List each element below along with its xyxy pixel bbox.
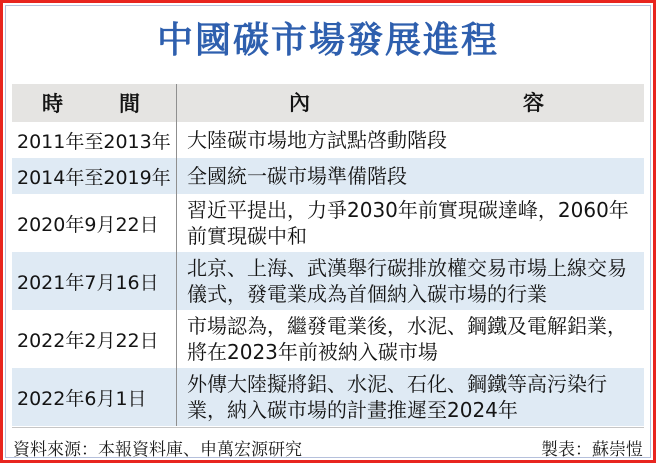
- development-timeline-table: [12, 84, 644, 426]
- header-time-char-2: 間: [119, 92, 140, 117]
- time-cell: 2022年2月22日: [17, 329, 159, 352]
- table-row: [12, 158, 644, 194]
- infographic-inner-border: [5, 5, 651, 461]
- header-content-char-2: 容: [523, 91, 544, 116]
- content-cell: 北京、上海、武漢舉行碳排放權交易市場上線交易儀式，發電業成為首個納入碳市場的行業: [176, 252, 644, 310]
- time-cell: 2014年至2019年: [17, 166, 171, 189]
- table-row: [12, 310, 644, 368]
- content-cell: 全國統一碳市場準備階段: [176, 158, 644, 194]
- header-time-char-1: 時: [42, 92, 63, 117]
- time-cell: 2022年6月1日: [17, 387, 147, 410]
- header-time-cell: [12, 84, 176, 122]
- time-cell: 2011年至2013年: [17, 130, 171, 153]
- table-row: [12, 122, 644, 158]
- time-cell: 2020年9月22日: [17, 213, 159, 236]
- table-row: [12, 194, 644, 252]
- header-content-cell: [176, 84, 644, 122]
- content-cell: 市場認為，繼發電業後，水泥、鋼鐵及電解鋁業，將在2023年前被納入碳市場: [176, 310, 644, 368]
- content-cell: 外傳大陸擬將鋁、水泥、石化、鋼鐵等高污染行業，納入碳市場的計畫推遲至2024年: [176, 368, 644, 426]
- footer: [11, 428, 645, 460]
- content-cell: 習近平提出，力爭2030年前實現碳達峰，2060年前實現碳中和: [176, 194, 644, 252]
- table-header-row: [12, 84, 644, 122]
- credit-note: 製表：蘇崇愷: [541, 440, 643, 461]
- table-row: [12, 368, 644, 426]
- page-title: 中國碳市場發展進程: [156, 20, 499, 61]
- time-cell: 2021年7月16日: [17, 271, 159, 294]
- content-cell: 大陸碳市場地方試點啓動階段: [176, 122, 644, 158]
- source-note: 資料來源：本報資料庫、申萬宏源研究: [13, 440, 302, 461]
- header-content-char-1: 內: [289, 91, 310, 116]
- table-row: [12, 252, 644, 310]
